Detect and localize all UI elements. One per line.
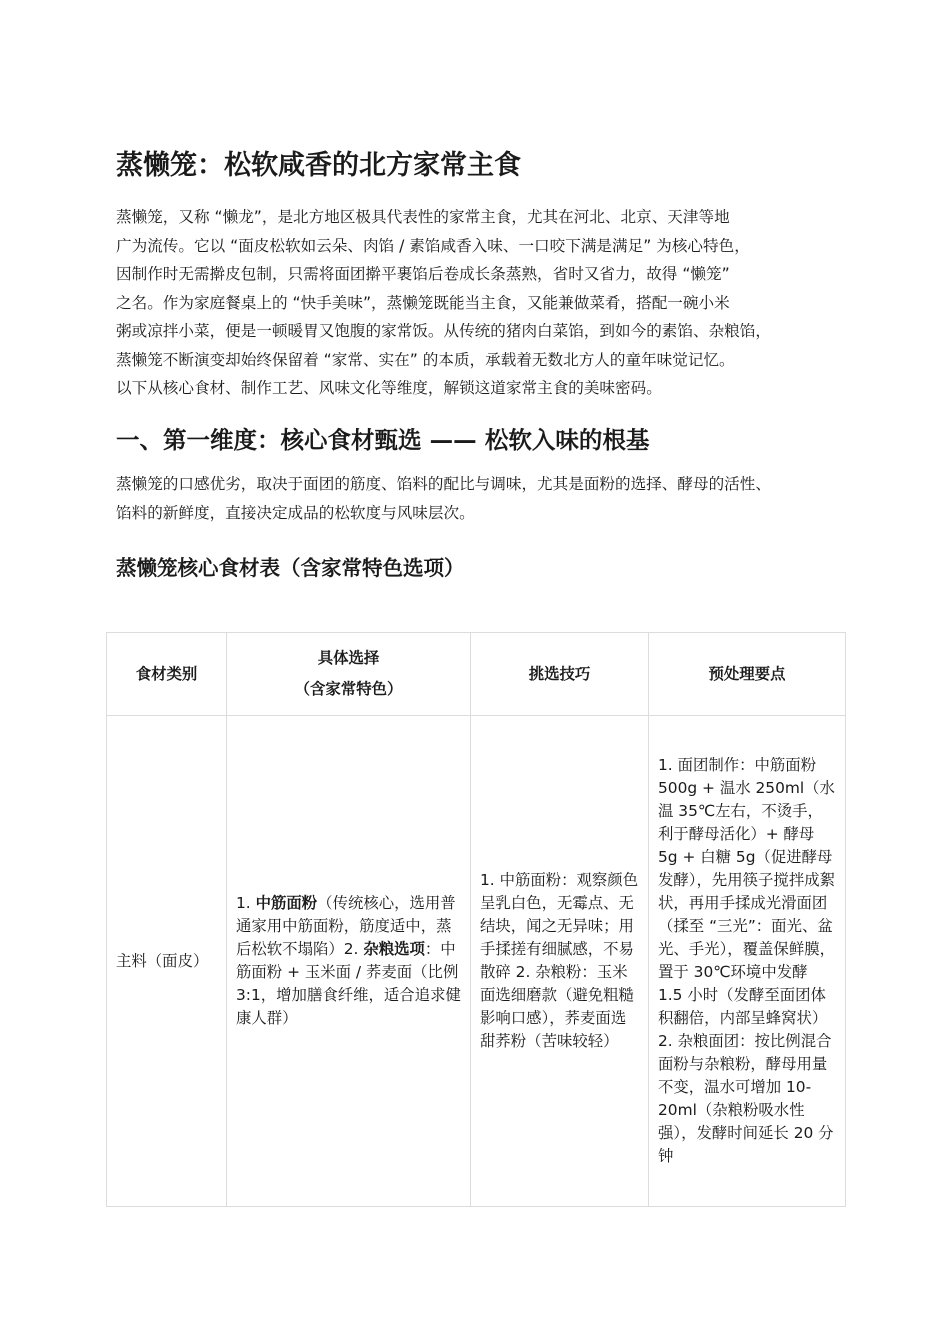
header-choice <box>227 633 471 716</box>
section-paragraph <box>116 470 851 528</box>
page-title: 蒸懒笼：松软咸香的北方家常主食 <box>116 150 521 181</box>
section-paragraph-line: 蒸懒笼的口感优劣，取决于面团的筋度、馅料的配比与调味，尤其是面粉的选择、酵母的活性、 <box>116 475 771 493</box>
section-paragraph-line: 馅料的新鲜度，直接决定成品的松软度与风味层次。 <box>116 504 475 522</box>
header-choice-line1: 具体选择 <box>317 649 380 667</box>
header-choice-line2: （含家常特色） <box>294 680 403 698</box>
cell-choice: 1. 中筋面粉（传统核心，选用普通家用中筋面粉，筋度适中，蒸后松软不塌陷）2. 杂粮选项：中筋面粉 + 玉米面 / 荞麦面（比例 3:1，增加膳食纤维，适合追求健康人群） <box>227 716 471 1207</box>
header-category: 食材类别 <box>107 633 227 716</box>
bold-term: 杂粮选项 <box>363 940 425 958</box>
header-tips: 挑选技巧 <box>471 633 649 716</box>
cell-category: 主料（面皮） <box>107 716 227 1207</box>
intro-line: 之名。作为家庭餐桌上的 “快手美味”，蒸懒笼既能当主食，又能兼做菜肴，搭配一碗小米 <box>116 293 730 312</box>
intro-paragraph <box>116 203 851 403</box>
cell-prep: 1. 面团制作：中筋面粉 500g + 温水 250ml（水温 35℃左右，不烫手，利于酵母活化）+ 酵母 5g + 白糖 5g（促进酵母发酵），先用筷子搅拌成絮状，再用手揉成光滑面团（揉至 “三光”：面光、盆光、手光），覆盖保鲜膜，置于 30℃环境中发酵 1.5 小时（发酵至面团体积翻倍，内部呈蜂窝状）2. 杂粮面团：按比例混合面粉与杂粮粉，酵母用量不变，温水可增加 10-20ml（杂粮粉吸水性强），发酵时间延长 20 分钟 <box>649 716 846 1207</box>
header-prep: 预处理要点 <box>649 633 846 716</box>
ingredients-table <box>106 632 846 1207</box>
intro-line: 以下从核心食材、制作工艺、风味文化等维度，解锁这道家常主食的美味密码。 <box>116 379 662 397</box>
intro-line: 蒸懒笼，又称 “懒龙”，是北方地区极具代表性的家常主食，尤其在河北、北京、天津等地 <box>116 208 730 226</box>
intro-line: 因制作时无需擀皮包制，只需将面团擀平裹馅后卷成长条蒸熟，省时又省力，故得 “懒笼” <box>116 265 730 283</box>
table-title: 蒸懒笼核心食材表（含家常特色选项） <box>116 556 465 580</box>
section-heading: 一、第一维度：核心食材甄选 —— 松软入味的根基 <box>116 426 650 454</box>
table-row <box>107 716 846 1207</box>
bold-term: 中筋面粉 <box>255 894 318 912</box>
cell-tips: 1. 中筋面粉：观察颜色呈乳白色，无霉点、无结块，闻之无异味；用手揉搓有细腻感，不易散碎 2. 杂粮粉：玉米面选细磨款（避免粗糙影响口感），荞麦面选甜荞粉（苦味较轻） <box>471 716 649 1207</box>
intro-line: 广为流传。它以 “面皮松软如云朵、肉馅 / 素馅咸香入味、一口咬下满是满足” 为核心特色， <box>116 236 750 255</box>
intro-line: 粥或凉拌小菜，便是一顿暖胃又饱腹的家常饭。从传统的猪肉白菜馅，到如今的素馅、杂粮馅， <box>116 322 771 340</box>
table-header-row <box>107 633 846 716</box>
intro-line: 蒸懒笼不断演变却始终保留着 “家常、实在” 的本质，承载着无数北方人的童年味觉记忆。 <box>116 350 735 369</box>
